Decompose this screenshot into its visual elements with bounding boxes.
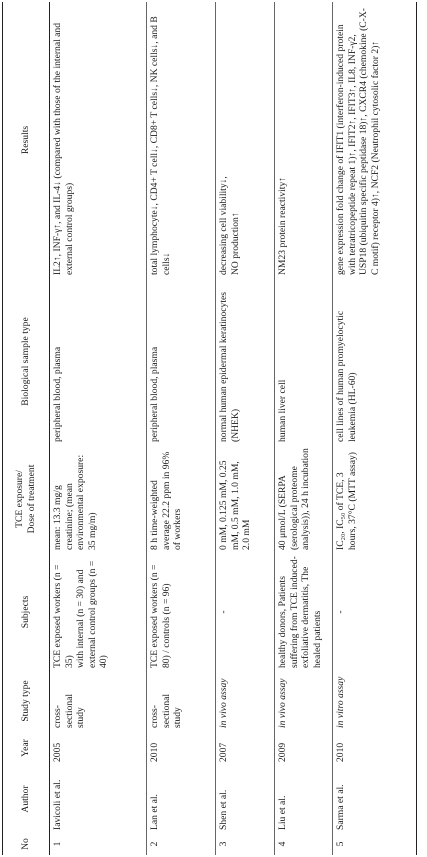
cell-subjects: -	[333, 553, 417, 671]
cell-subjects	[50, 553, 147, 671]
table-row	[50, 2, 147, 855]
header-sample-type: Biological sample type	[20, 317, 32, 406]
cell-results-text: decreasing cell viability↓, NO production↑	[218, 176, 241, 275]
cell-sample-type: peripheral blood, plasma	[52, 346, 63, 442]
header-results: Results	[20, 125, 32, 155]
cell-study-type: in vitro assay	[333, 671, 417, 731]
cell-sample-type: peripheral blood, plasma	[147, 278, 216, 445]
cell-author: Liu et al.	[275, 765, 333, 833]
header-tce-exposure	[3, 445, 50, 553]
cell-author: Iavicoli et al.	[52, 779, 63, 830]
cell-study-type: in vivo assay	[216, 671, 275, 731]
cell-no: 3	[216, 833, 275, 855]
header-subjects: Subjects	[20, 595, 32, 629]
cell-author: Lan et al.	[147, 765, 216, 833]
cell-tce-exposure: mean: 13.3 mg/g creatinine; (mean environmental exposure: 35 mg/m)	[52, 454, 98, 550]
cell-results: total lymphocyte↓, CD4+ T cell↓, CD8+ T cells↓, NK cells↓, and B cells↓	[147, 2, 216, 278]
cell-subjects: healthy donors, Patients suffering from TCE induced- exfoliative dermatitis, The healed patients	[275, 553, 333, 671]
cell-year: 2009	[275, 731, 333, 765]
table-row	[275, 2, 333, 855]
cell-study-type: cross-sectional study	[52, 693, 87, 728]
table-row	[216, 2, 275, 855]
table-body	[50, 2, 417, 855]
cell-study-type: in vivo assay	[275, 671, 333, 731]
cell-no: 1	[52, 841, 63, 847]
table-row	[333, 2, 417, 855]
cell-subjects: TCE exposed workers (n = 80) / controls (n = 96)	[147, 553, 216, 671]
header-no: No	[20, 838, 32, 850]
cell-year: 2005	[52, 742, 63, 762]
cell-sample-type: human liver cell	[275, 278, 333, 445]
cell-results	[216, 2, 275, 278]
cell-year: 2010	[333, 731, 417, 765]
cell-study-type: cross-sectional study	[147, 671, 216, 731]
table-row	[147, 2, 216, 855]
cell-sample-type: cell lines of human promyelocytic leukemia (HL-60)	[333, 278, 417, 445]
cell-no: 5	[333, 833, 417, 855]
cell-results: gene expression fold change of IFIT1 (interferon-induced protein with tetratricopeptide repeat 1)↑, IFIT2↑, IFIT3↑, IL8, INF-γ2, USP18 (ubiquitin specific peptidase 18)↑, CXCR4 (chemokine (C-X-C motif) receptor 4)↑, NCF2 (Neutrophil cytosolic factor 2)↑	[333, 2, 417, 278]
cell-tce-exposure: 40 μmol/L (SERPA (serological proteome analysis)), 24 h incubation	[275, 445, 333, 553]
header-author: Author	[20, 785, 32, 813]
cell-sample-type: normal human epidermal keratinocytes (NHEK)	[216, 278, 275, 445]
header-row	[3, 2, 50, 855]
header-year: Year	[20, 739, 32, 757]
header-study-type: Study type	[20, 680, 32, 722]
cell-tce-exposure: 0 mM, 0.125 mM, 0.25 mM, 0.5 mM, 1.0 mM, 2.0 mM	[216, 445, 275, 553]
cell-author: Shen et al.	[216, 765, 275, 833]
table-header	[3, 2, 50, 855]
cell-subjects-text: TCE exposed workers (n = 35) with internal (n = 30) and external control groups (n = 40)	[52, 560, 110, 668]
cell-author: Sarma et al.	[333, 765, 417, 833]
cell-tce-exposure: IC₂₀, IC₅₀ of TCE, 3 hours, 37°C (MTT assay)	[333, 445, 417, 553]
cell-results: IL2↑, INF-γ↑, and IL-4↓ (compared with those of the internal and external control groups)	[52, 22, 75, 275]
cell-no: 2	[147, 833, 216, 855]
cell-year: 2010	[147, 731, 216, 765]
cell-year: 2007	[216, 731, 275, 765]
cell-no: 4	[275, 833, 333, 855]
cell-tce-exposure: 8 h time-weighted average 22.2 ppm in 96% of workers	[147, 445, 216, 553]
cell-subjects: -	[216, 553, 275, 671]
tce-studies-table	[2, 2, 417, 855]
cell-results: NM23 protein reactivity↑	[275, 2, 333, 278]
header-tce-exposure-label: TCE exposure/ Dose of treatment	[14, 464, 37, 534]
